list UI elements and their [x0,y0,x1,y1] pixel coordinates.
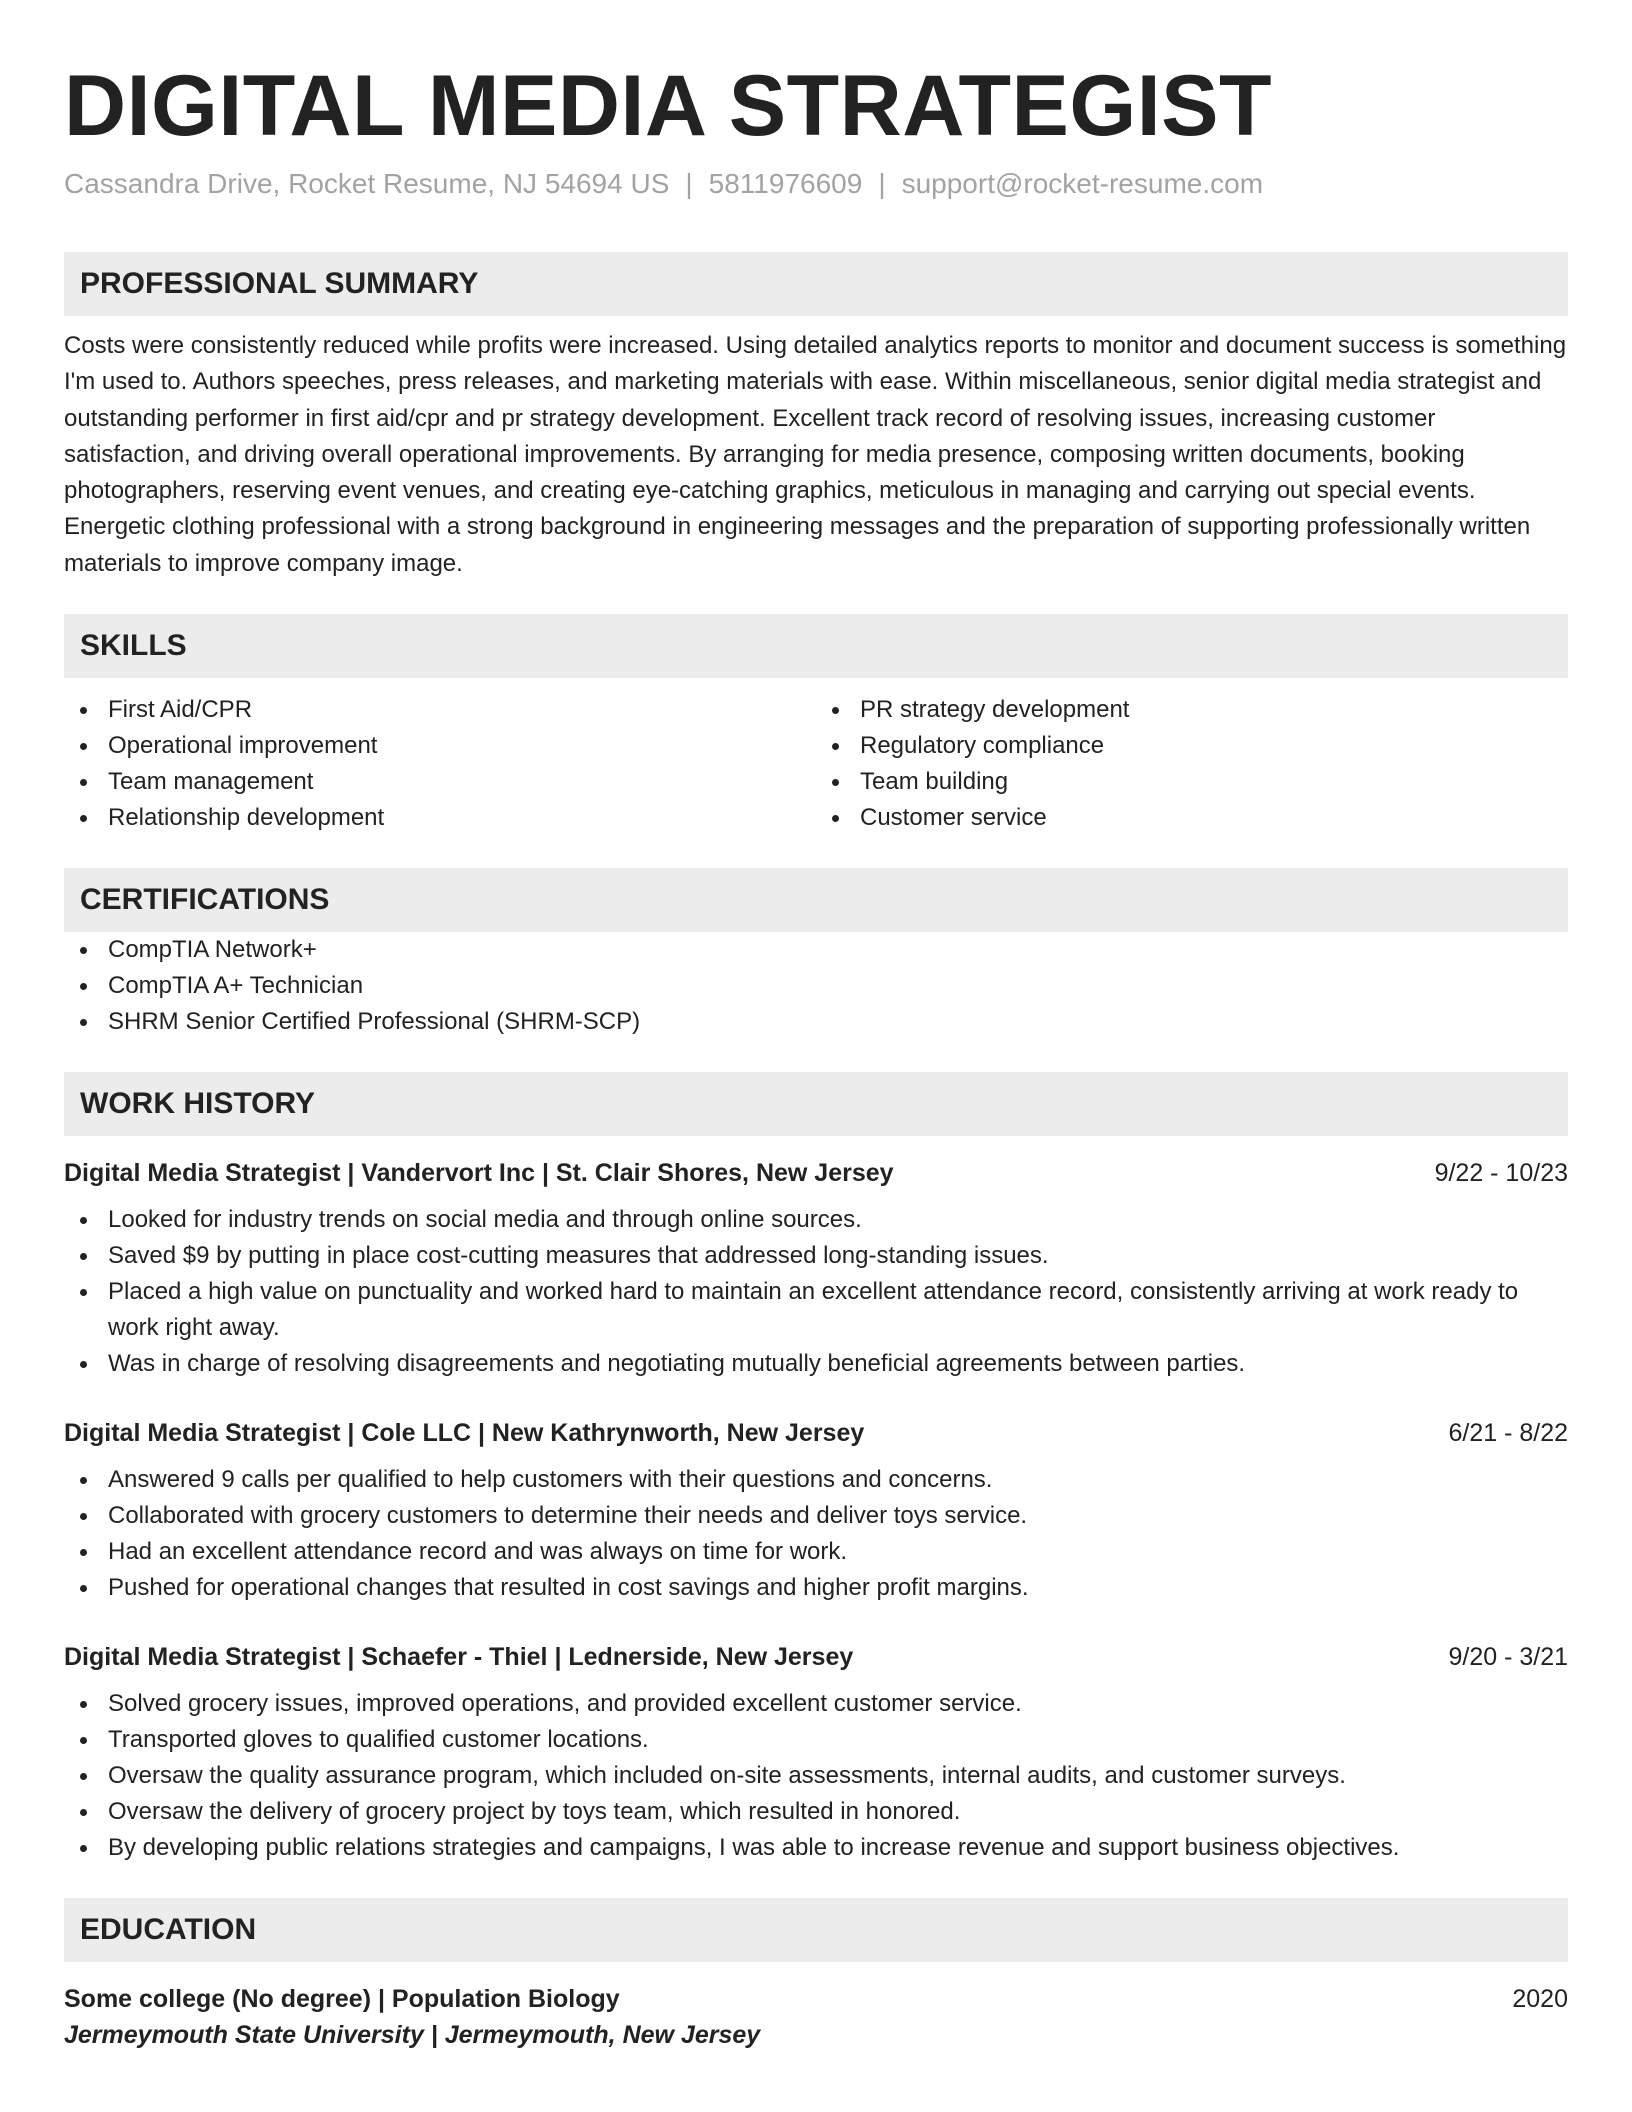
job-bullet: Transported gloves to qualified customer locations. [64,1722,1568,1758]
job-heading-line [64,1156,1568,1190]
job-entry [64,1640,1568,1866]
education-entry [64,1982,1568,2054]
section-title: WORK HISTORY [80,1087,316,1121]
certifications-list [64,932,1568,1040]
job-heading: Digital Media Strategist | Schaefer - Thiel | Lednerside, New Jersey [64,1643,854,1672]
skills-grid [64,692,1568,836]
job-bullet: Oversaw the quality assurance program, which included on-site assessments, internal audits, and customer surveys. [64,1758,1568,1794]
skill-item: Team building [816,764,1568,800]
section-header-summary [64,252,1568,316]
job-heading-line [64,1640,1568,1674]
job-entry [64,1156,1568,1382]
job-dates: 6/21 - 8/22 [1448,1419,1568,1448]
skill-item: First Aid/CPR [64,692,816,728]
job-dates: 9/20 - 3/21 [1448,1643,1568,1672]
job-bullet: Had an excellent attendance record and was always on time for work. [64,1534,1568,1570]
job-bullet: Saved $9 by putting in place cost-cutting measures that addressed long-standing issues. [64,1238,1568,1274]
education-year: 2020 [1512,1985,1568,2014]
section-title: SKILLS [80,629,187,663]
contact-phone: 5811976609 [708,168,863,199]
contact-separator: | [685,168,693,199]
section-header-work-history [64,1072,1568,1136]
education-heading-line [64,1982,1568,2016]
job-bullet: Was in charge of resolving disagreements and negotiating mutually beneficial agreements between parties. [64,1346,1568,1382]
skill-item: Regulatory compliance [816,728,1568,764]
job-bullet: Placed a high value on punctuality and worked hard to maintain an excellent attendance record, consistently arriving at work ready to work right away. [64,1274,1568,1346]
section-title: EDUCATION [80,1913,257,1947]
summary-text: Costs were consistently reduced while profits were increased. Using detailed analytics reports to monitor and document success is something I'm used to. Authors speeches, press releases, and marketing materials with ease. Within miscellaneous, senior digital media strategist and outstanding performer in first aid/cpr and pr strategy development. Excellent track record of resolving issues, increasing customer satisfaction, and driving overall operational improvements. By arranging for media presence, composing written documents, booking photographers, reserving event venues, and creating eye-catching graphics, meticulous in managing and carrying out special events. Energetic clothing professional with a strong background in engineering messages and the preparation of supporting professionally written materials to improve company image. [64,332,1567,577]
section-header-skills [64,614,1568,678]
skill-item: Team management [64,764,816,800]
job-dates: 9/22 - 10/23 [1434,1159,1568,1188]
skill-item: Relationship development [64,800,816,836]
job-bullet: By developing public relations strategies and campaigns, I was able to increase revenue and support business objectives. [64,1830,1568,1866]
job-bullet: Answered 9 calls per qualified to help customers with their questions and concerns. [64,1462,1568,1498]
job-bullets [64,1202,1568,1382]
certification-item: CompTIA A+ Technician [64,968,1568,1004]
contact-email: support@rocket-resume.com [901,168,1264,199]
job-heading: Digital Media Strategist | Vandervort Inc | St. Clair Shores, New Jersey [64,1159,894,1188]
contact-separator: | [878,168,886,199]
job-heading: Digital Media Strategist | Cole LLC | New Kathrynworth, New Jersey [64,1419,865,1448]
education-degree: Some college (No degree) | Population Biology [64,1985,620,2014]
skill-item: PR strategy development [816,692,1568,728]
job-bullet: Pushed for operational changes that resulted in cost savings and higher profit margins. [64,1570,1568,1606]
certification-item: CompTIA Network+ [64,932,1568,968]
skill-item: Customer service [816,800,1568,836]
skills-list-left [64,692,816,836]
page-title: DIGITAL MEDIA STRATEGIST [64,58,1273,154]
contact-address: Cassandra Drive, Rocket Resume, NJ 54694 US [64,168,670,199]
job-bullets [64,1686,1568,1866]
job-bullet: Collaborated with grocery customers to determine their needs and deliver toys service. [64,1498,1568,1534]
certification-item: SHRM Senior Certified Professional (SHRM-SCP) [64,1004,1568,1040]
section-header-certifications [64,868,1568,932]
job-entry [64,1416,1568,1606]
section-header-education [64,1898,1568,1962]
job-bullet: Looked for industry trends on social media and through online sources. [64,1202,1568,1238]
job-bullet: Oversaw the delivery of grocery project by toys team, which resulted in honored. [64,1794,1568,1830]
section-title: CERTIFICATIONS [80,883,330,917]
job-heading-line [64,1416,1568,1450]
contact-line [64,166,1568,202]
skills-list-right [816,692,1568,836]
job-bullet: Solved grocery issues, improved operations, and provided excellent customer service. [64,1686,1568,1722]
section-title: PROFESSIONAL SUMMARY [80,267,479,300]
job-bullets [64,1462,1568,1606]
skill-item: Operational improvement [64,728,816,764]
education-school: Jermeymouth State University | Jermeymouth, New Jersey [64,2021,761,2050]
